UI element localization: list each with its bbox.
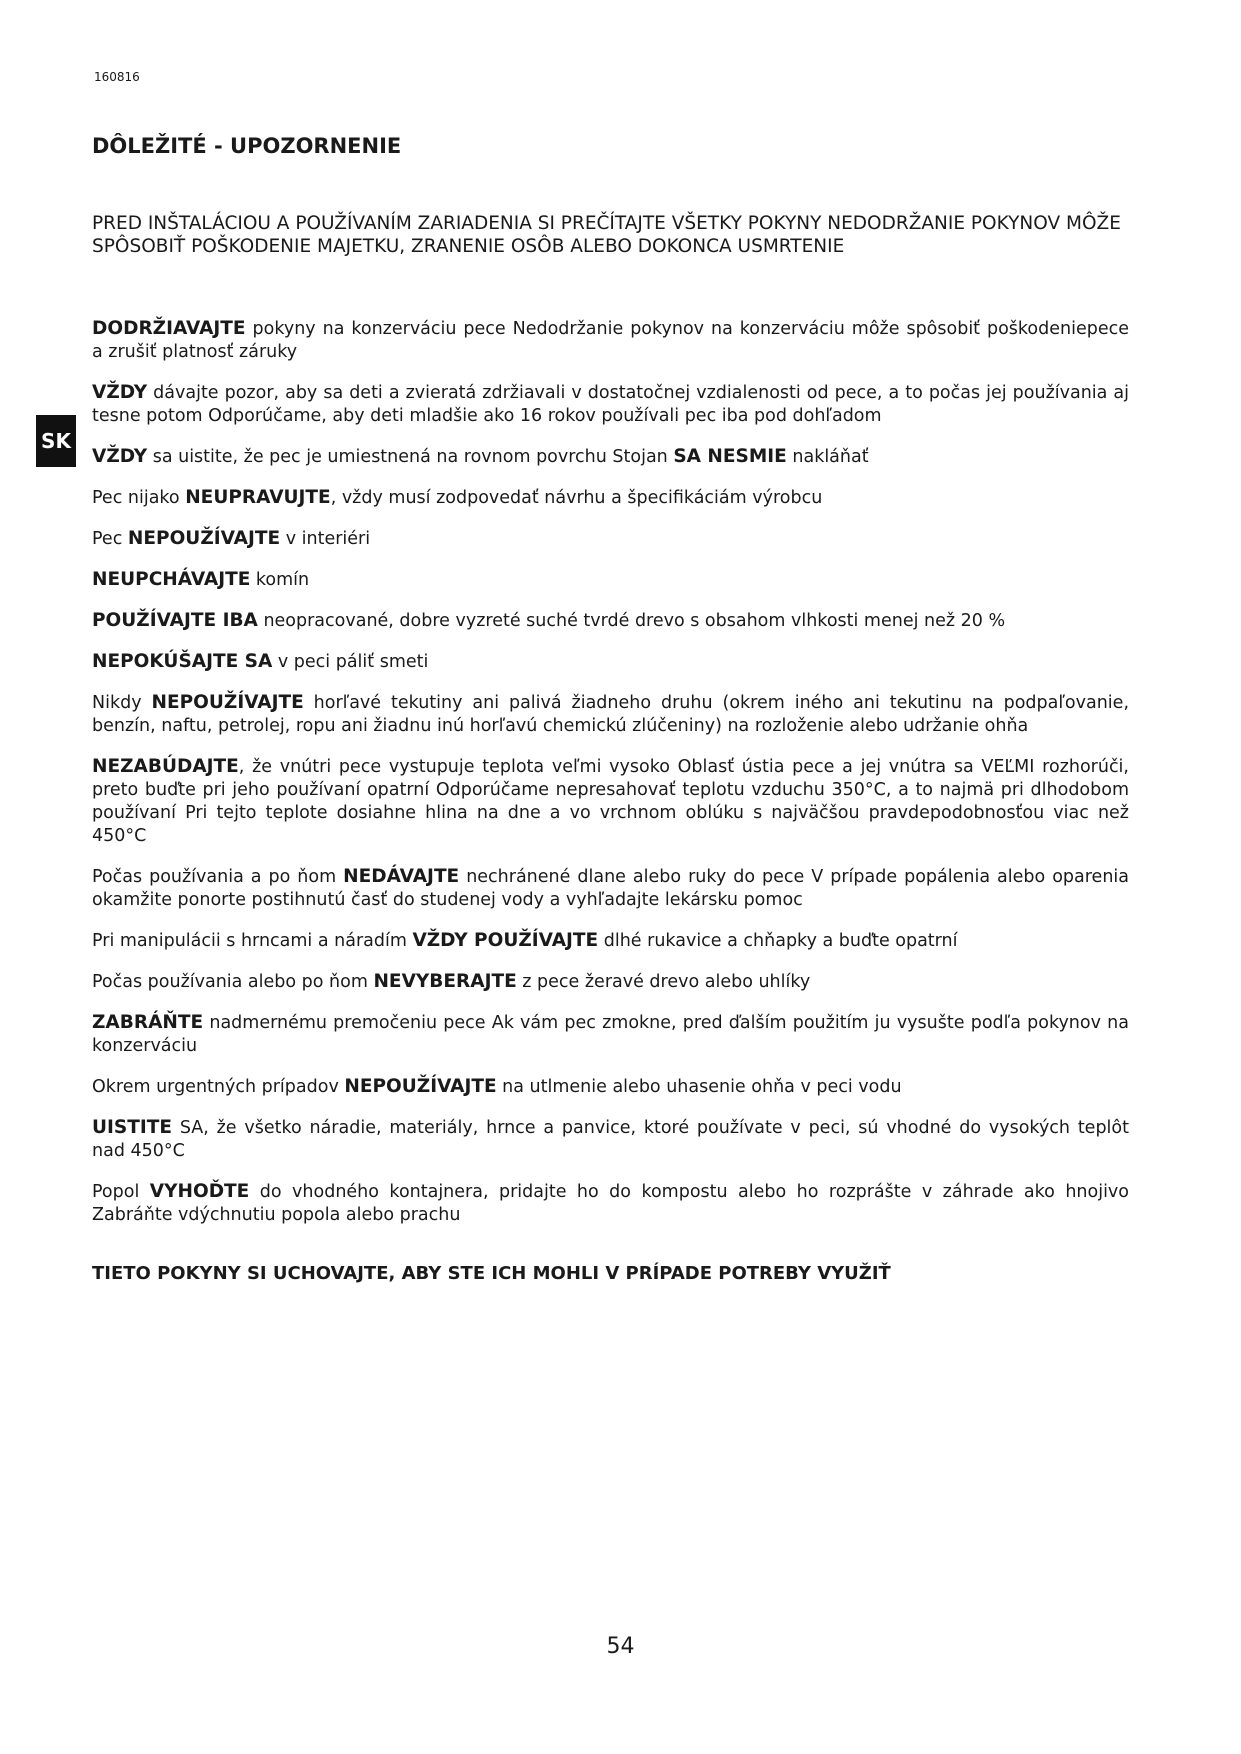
instruction-post: v peci páliť smeti [272, 652, 429, 672]
footer-note: TIETO POKYNY SI UCHOVAJTE, ABY STE ICH MOHLI V PRÍPADE POTREBY VYUŽIŤ [92, 1263, 891, 1284]
instruction-keyword: NEVYBERAJTE [373, 971, 517, 992]
instruction-post: horľavé tekutiny ani palivá žiadneho druhu (okrem iného ani tekutinu na podpaľovanie, benzín, naftu, petrolej, ropu ani žiadnu inú horľavú chemickú zlúčeniny) na rozloženie alebo udržanie ohňa [92, 693, 1130, 736]
instruction-keyword: NEPOUŽÍVAJTE [344, 1076, 497, 1097]
instruction-pre: Počas používania a po ňom [92, 867, 344, 887]
document-code: 160816 [94, 70, 140, 84]
instruction-post-2: nakláňať [786, 447, 869, 467]
instruction-keyword: NEDÁVAJTE [343, 866, 460, 887]
instruction-item [92, 527, 1129, 551]
language-tab: SK [36, 415, 76, 467]
instruction-post: komín [250, 570, 310, 590]
instruction-item [92, 1116, 1129, 1163]
instruction-item [92, 755, 1129, 848]
instruction-post: pokyny na konzerváciu pece Nedodržanie pokynov na konzerváciu môže spôsobiť poškodeniepece a zrušiť platnosť záruky [92, 319, 1129, 362]
instruction-item [92, 929, 1129, 953]
instruction-item [92, 317, 1129, 364]
instruction-keyword: VŽDY [92, 382, 148, 403]
instruction-post: na utlmenie alebo uhasenie ohňa v peci vodu [496, 1077, 902, 1097]
instruction-pre: Pri manipulácii s hrncami a náradím [92, 931, 413, 951]
instruction-item [92, 1180, 1129, 1227]
instruction-item [92, 865, 1129, 912]
instruction-keyword-2: SA NESMIE [673, 446, 787, 467]
instruction-keyword: NEPOUŽÍVAJTE [127, 528, 281, 549]
instruction-pre: Počas používania alebo po ňom [92, 972, 374, 992]
instruction-pre: Okrem urgentných prípadov [92, 1077, 345, 1097]
instruction-post: nadmernému premočeniu pece Ak vám pec zmokne, pred ďalším použitím ju vysušte podľa pokynov na konzerváciu [92, 1013, 1129, 1056]
instruction-keyword: NEUPCHÁVAJTE [92, 569, 251, 590]
instruction-post: dávajte pozor, aby sa deti a zvieratá zdržiavali v dostatočnej vzdialenosti od pece, a to počas jej používania aj tesne potom Odporúčame, aby deti mladšie ako 16 rokov používali pec iba pod dohľadom [92, 383, 1129, 426]
instruction-keyword: NEZABÚDAJTE [92, 756, 239, 777]
instruction-post: dlhé rukavice a chňapky a buďte opatrní [598, 931, 958, 951]
instruction-keyword: VYHOĎTE [149, 1181, 250, 1202]
instruction-keyword: DODRŽIAVAJTE [92, 318, 246, 339]
instruction-pre: Nikdy [92, 693, 152, 713]
instruction-post: z pece žeravé drevo alebo uhlíky [516, 972, 811, 992]
instruction-keyword: NEPOUŽÍVAJTE [151, 692, 304, 713]
instruction-item [92, 568, 1129, 592]
instruction-keyword: UISTITE [92, 1117, 172, 1138]
instruction-pre: Popol [92, 1182, 150, 1202]
page-number: 54 [606, 1634, 635, 1659]
instruction-item [92, 486, 1129, 510]
instruction-post: SA, že všetko náradie, materiály, hrnce a panvice, ktoré používate v peci, sú vhodné do vysokých teplôt nad 450°C [92, 1118, 1129, 1161]
instruction-item [92, 970, 1129, 994]
instruction-keyword: NEPOKÚŠAJTE SA [92, 651, 273, 672]
instruction-post: nechránené dlane alebo ruky do pece V prípade popálenia alebo oparenia okamžite ponorte postihnutú časť do studenej vody a vyhľadajte lekársku pomoc [92, 867, 1129, 910]
instruction-item [92, 650, 1129, 674]
instruction-keyword: ZABRÁŇTE [92, 1012, 204, 1033]
instruction-keyword: NEUPRAVUJTE [185, 487, 331, 508]
instruction-keyword: POUŽÍVAJTE IBA [92, 610, 258, 631]
intro-warning: PRED INŠTALÁCIOU A POUŽÍVANÍM ZARIADENIA SI PREČÍTAJTE VŠETKY POKYNY NEDODRŽANIE POKYNOV MÔŽE SPÔSOBIŤ POŠKODENIE MAJETKU, ZRANENIE OSÔB ALEBO DOKONCA USMRTENIE [92, 213, 1121, 257]
instruction-item [92, 691, 1129, 738]
instruction-item [92, 1075, 1129, 1099]
instruction-post: do vhodného kontajnera, pridajte ho do kompostu alebo ho rozprášte v záhrade ako hnojivo Zabráňte vdýchnutiu popola alebo prachu [92, 1182, 1129, 1225]
instruction-post: v interiéri [280, 529, 371, 549]
instruction-post: , že vnútri pece vystupuje teplota veľmi vysoko Oblasť ústia pece a jej vnútra sa VEĽMI rozhorúči, preto buďte pri jeho používaní opatrní Odporúčame nepresahovať teplotu vzduchu 350°C, a to najmä pri dlhodobom používaní Pri tejto teplote dosiahne hlina na dne a vo vrchnom oblúku s najväčšou pravdepodobnosťou viac než 450°C [92, 757, 1129, 846]
instruction-post: , vždy musí zodpovedať návrhu a špecifikáciám výrobcu [330, 488, 823, 508]
instruction-item [92, 1011, 1129, 1058]
instruction-item [92, 381, 1129, 428]
instruction-list [92, 317, 1129, 1244]
instruction-post: sa uistite, že pec je umiestnená na rovnom povrchu Stojan [147, 447, 674, 467]
instruction-item [92, 445, 1129, 469]
instruction-item [92, 609, 1129, 633]
instruction-keyword: VŽDY [92, 446, 148, 467]
instruction-keyword: VŽDY POUŽÍVAJTE [412, 930, 599, 951]
page-title: DÔLEŽITÉ - UPOZORNENIE [92, 134, 402, 158]
instruction-pre: Pec [92, 529, 128, 549]
instruction-post: neopracované, dobre vyzreté suché tvrdé drevo s obsahom vlhkosti menej než 20 % [257, 611, 1006, 631]
instruction-pre: Pec nijako [92, 488, 186, 508]
